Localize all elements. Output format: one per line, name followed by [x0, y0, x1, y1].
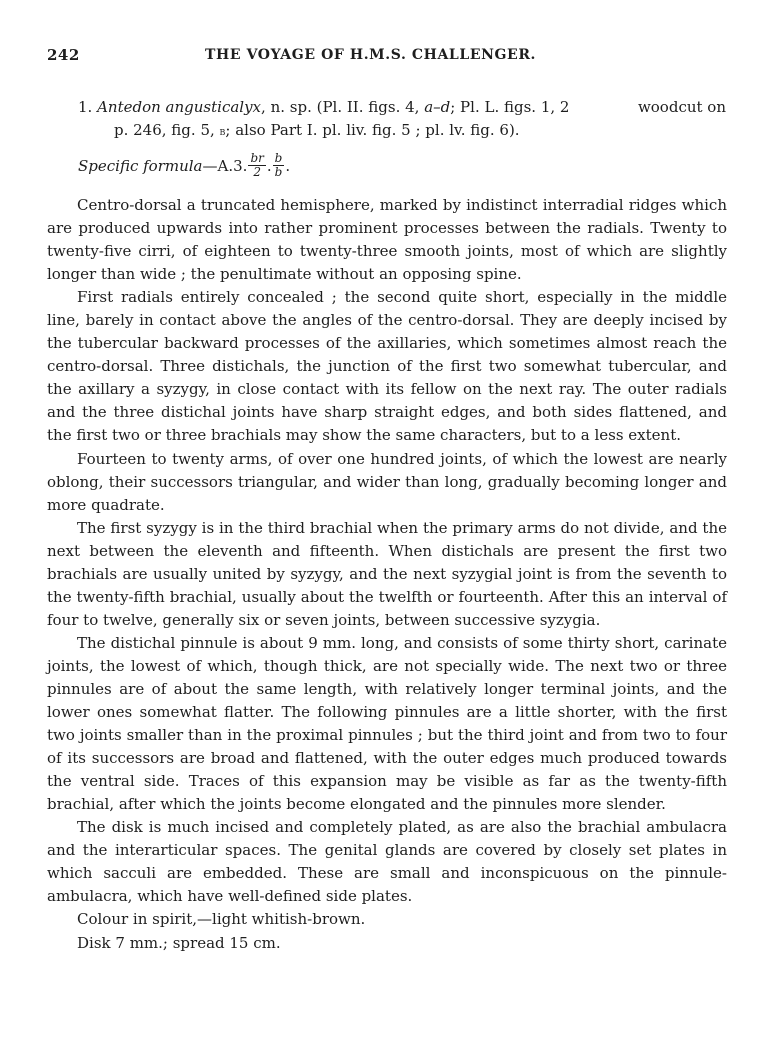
species-name: Antedon angusticalyx	[97, 98, 262, 116]
formula-end: .	[285, 156, 291, 175]
plate-reference-2: ; Pl. L. figs. 1, 2	[450, 98, 570, 116]
paragraph-colour: Colour in spirit,—light whitish-brown.	[77, 910, 366, 929]
description-body	[47, 194, 727, 955]
entry-line-2	[78, 119, 728, 143]
fraction-1-denominator: 2	[253, 165, 261, 179]
fraction-2-denominator: b	[274, 165, 283, 179]
specific-formula	[78, 152, 290, 179]
entry-line-1	[78, 96, 728, 119]
paragraph-pinnules: The distichal pinnule is about 9 mm. long, and consists of some thirty short, carinate joints, the lowest of which, though thick, are not specially wide. The next two or three pinnules are of about the same length, with relatively longer terminal joints, and the lower ones somewhat flatter. The following pinnules are a little shorter, with the first two joints smaller than in the proximal pinnules ; but the third joint and from two to four of its successors are broad and flattened, with the outer edges much produced towards the ventral side. Traces of this expansion may be visible as far as the twenty-fifth brachial, after which the joints become elongated and the pinnules more slender.	[47, 633, 727, 814]
entry-line-2-letter: b	[219, 124, 226, 138]
paragraph-dimensions: Disk 7 mm.; spread 15 cm.	[77, 933, 281, 952]
entry-number: 1.	[78, 98, 93, 116]
paragraph-radials: First radials entirely concealed ; the second quite short, especially in the middle line, barely in contact above the angles of the centro-dorsal. They are deeply incised by the tubercular backward processes of the axillaries, which sometimes almost reach the centro-dorsal. Three distichals, the junction of the first two somewhat tubercular, and the axillary a syzygy, in close contact with its fellow on the next ray. The outer radials and the three distichal joints have sharp straight edges, and both sides flattened, and the first two or three brachials may show the same characters, but to a less extent.	[47, 288, 727, 445]
formula-fraction-1	[248, 152, 265, 179]
formula-separator: .	[266, 156, 272, 175]
paragraph-centro-dorsal: Centro-dorsal a truncated hemisphere, marked by indistinct interradial ridges which are produced upwards into rather prominent processes between the radials. Twenty to twenty-five cirri, of eighteen to twenty-three smooth joints, most of which are slightly longer than wide ; the penultimate without an opposing spine.	[47, 196, 727, 284]
species-entry	[78, 96, 728, 143]
plate-reference: , n. sp. (Pl. II. figs. 4,	[261, 98, 425, 116]
formula-label: Specific formula	[78, 156, 203, 175]
entry-line-2-start: p. 246, fig. 5,	[114, 121, 220, 139]
paragraph-disk: The disk is much incised and completely plated, as are also the brachial ambulacra and the interarticular spaces. The genital glands are covered by closely set plates in which sacculi are embedded. These are small and inconspicuous on the pinnule-ambulacra, which have well-defined side plates.	[47, 818, 727, 906]
paragraph-arms: Fourteen to twenty arms, of over one hundred joints, of which the lowest are nearly oblong, their successors triangular, and wider than long, gradually becoming longer and more quadrate.	[47, 449, 727, 514]
fraction-2-numerator: b	[274, 151, 283, 165]
figure-letters: a–d	[424, 98, 451, 116]
formula-fraction-2	[273, 152, 285, 179]
entry-line-2-end: ; also Part I. pl. liv. fig. 5 ; pl. lv. fig. 6).	[225, 121, 520, 139]
paragraph-syzygy: The first syzygy is in the third brachial when the primary arms do not divide, and the next between the eleventh and fifteenth. When distichals are present the first two brachials are usually united by syzygy, and the next syzygial joint is from the seventh to the twenty-fifth brachial, usually about the twelfth or fourteenth. After this an interval of four to twelve, generally six or seven joints, between successive syzygia.	[47, 518, 727, 629]
woodcut-reference: woodcut on	[637, 98, 726, 116]
fraction-1-numerator: br	[250, 151, 264, 165]
running-head: THE VOYAGE OF H.M.S. CHALLENGER.	[205, 47, 537, 63]
formula-prefix: —A.3.	[202, 156, 248, 175]
page-number: 242	[47, 46, 80, 64]
